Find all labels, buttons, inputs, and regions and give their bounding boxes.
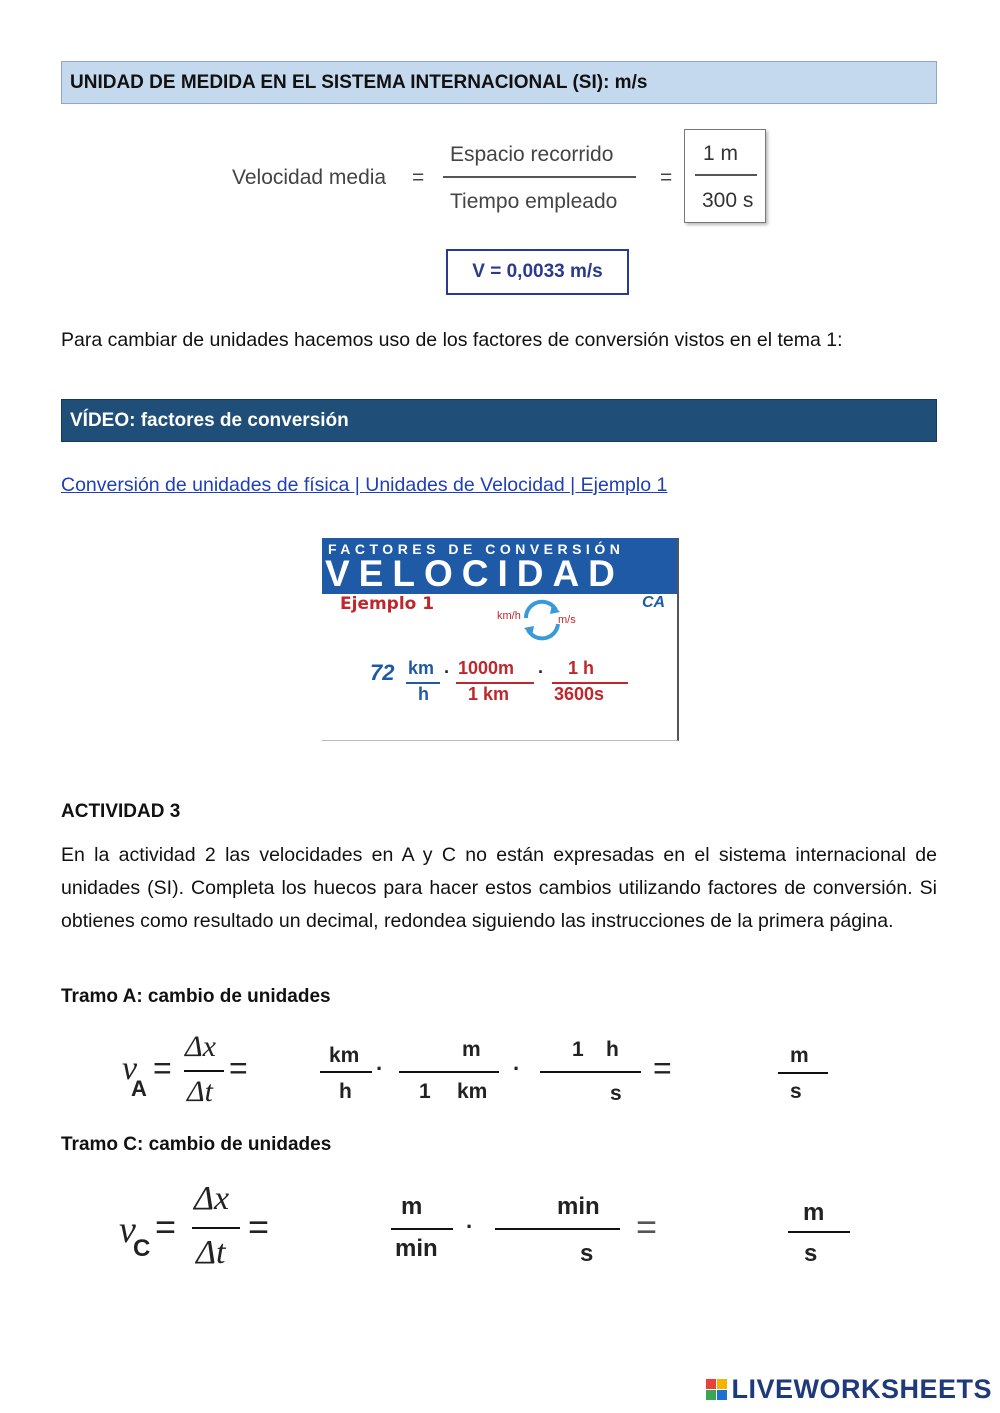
tramo-c-eq-3: = <box>636 1206 658 1247</box>
tramo-a-u1-den: h <box>339 1080 352 1103</box>
thumbnail-to-unit: m/s <box>558 614 576 626</box>
tramo-a-eq-3: = <box>653 1050 672 1086</box>
activity-text: En la actividad 2 las velocidades en A y C no están expresadas en el sistema internacional de unidades (SI). Completa los huecos para hacer estos cambios utilizando factores de conversión. Si obtienes como resultado un decimal, redondea siguiendo las instrucciones de la primera página. <box>61 844 937 932</box>
box-denominator: 300 s <box>702 189 754 212</box>
tramo-c-title: Tramo C: cambio de unidades <box>61 1134 332 1155</box>
tramo-a-u1-num: km <box>329 1044 360 1067</box>
tramo-c-v: v <box>119 1209 136 1251</box>
section-header-video <box>61 399 937 442</box>
tramo-a-dot-1: · <box>376 1056 384 1081</box>
tramo-a-sub: A <box>131 1076 147 1101</box>
formula-equals-1: = <box>412 166 425 189</box>
tramo-a-title: Tramo A: cambio de unidades <box>61 986 331 1007</box>
thumbnail-f1-num: km <box>408 658 435 678</box>
tramo-c-u1-den: min <box>395 1235 438 1262</box>
thumbnail-dot-1: · <box>444 662 450 682</box>
tramo-a-u2-num: m <box>462 1038 481 1061</box>
tramo-c-sub: C <box>133 1235 151 1262</box>
tramo-c-dot-1: · <box>466 1214 474 1239</box>
result-box <box>446 249 629 295</box>
thumbnail-value: 72 <box>370 660 395 685</box>
tramo-c-u2-den: s <box>580 1240 594 1267</box>
tramo-a-v: v <box>122 1050 138 1087</box>
thumbnail-top-line: FACTORES DE CONVERSIÓN <box>328 541 625 557</box>
tramo-a-u3-num-1: 1 <box>572 1038 584 1061</box>
liveworksheets-logo[interactable] <box>706 1374 992 1405</box>
tramo-a-result-den: s <box>790 1080 802 1103</box>
liveworksheets-badge-icon <box>706 1379 727 1400</box>
tramo-a-result-line <box>778 1072 828 1074</box>
thumbnail-example: Ejemplo 1 <box>340 594 435 614</box>
tramo-a-dxdt-line <box>184 1070 224 1072</box>
formula-equals-2: = <box>660 166 673 189</box>
tramo-a-dx: Δx <box>185 1030 216 1063</box>
formula-label: Velocidad media <box>232 166 387 189</box>
thumbnail-dot-2: · <box>538 662 544 682</box>
tramo-a-u2-den-2: km <box>457 1080 488 1103</box>
activity-title: ACTIVIDAD 3 <box>61 801 181 822</box>
thumbnail-banner <box>322 538 677 594</box>
tramo-a-u3-num-2: h <box>606 1038 619 1061</box>
tramo-c-u2-num: min <box>557 1193 600 1220</box>
tramo-a-u3-line <box>540 1071 641 1073</box>
tramo-a-eq-2: = <box>229 1050 248 1086</box>
tramo-c-result-line <box>788 1231 850 1233</box>
thumbnail-title: VELOCIDAD <box>325 553 624 594</box>
tramo-c-eq-2: = <box>248 1206 270 1247</box>
thumbnail-f2-den: 1 km <box>468 684 510 704</box>
tramo-a-u2-line <box>399 1071 499 1073</box>
tramo-a-result-num: m <box>790 1044 809 1067</box>
tramo-c-result-den: s <box>804 1240 818 1267</box>
thumbnail-f3-num: 1 h <box>568 658 595 678</box>
thumbnail-f1-den: h <box>418 684 429 704</box>
tramo-a-u1-line <box>320 1071 372 1073</box>
tramo-a-dot-2: · <box>513 1056 521 1081</box>
box-numerator: 1 m <box>703 142 739 165</box>
tramo-c-dxdt-line <box>192 1227 240 1229</box>
box-fraction-line <box>695 174 757 176</box>
thumbnail-f3-den: 3600s <box>554 684 605 704</box>
result-text: V = 0,0033 m/s <box>472 261 603 282</box>
formula-denominator: Tiempo empleado <box>450 190 618 213</box>
thumbnail-brand-logo: CA <box>642 594 666 611</box>
tramo-a-eq-1: = <box>153 1050 172 1086</box>
tramo-a-u2-den-1: 1 <box>419 1080 431 1103</box>
tramo-a-u3-den: s <box>610 1082 622 1105</box>
tramo-c-u1-line <box>391 1228 453 1230</box>
section-header-video-title: VÍDEO: factores de conversión <box>70 409 349 431</box>
intro-paragraph: Para cambiar de unidades hacemos uso de los factores de conversión vistos en el tema 1: <box>61 329 843 351</box>
liveworksheets-brand: LIVEWORKSHEETS <box>731 1374 992 1404</box>
thumbnail-f2-num: 1000m <box>458 658 515 678</box>
tramo-c-u1-num: m <box>401 1193 423 1220</box>
video-link[interactable]: Conversión de unidades de física | Unidades de Velocidad | Ejemplo 1 <box>61 474 668 496</box>
tramo-a-dt: Δt <box>187 1075 213 1108</box>
formula-value-box <box>684 129 766 223</box>
tramo-c-result-num: m <box>803 1199 825 1226</box>
tramo-c-dt: Δt <box>196 1234 226 1271</box>
thumbnail-from-unit: km/h <box>497 610 521 622</box>
section-header-title: UNIDAD DE MEDIDA EN EL SISTEMA INTERNACIONAL (SI): m/s <box>70 71 648 93</box>
tramo-c-dx: Δx <box>194 1180 230 1217</box>
tramo-c-eq-1: = <box>155 1206 177 1247</box>
formula-fraction-line <box>443 176 636 178</box>
formula-numerator: Espacio recorrido <box>450 143 614 166</box>
section-header-si-units <box>61 61 937 104</box>
video-thumbnail[interactable] <box>322 538 679 741</box>
tramo-c-u2-line <box>495 1228 620 1230</box>
